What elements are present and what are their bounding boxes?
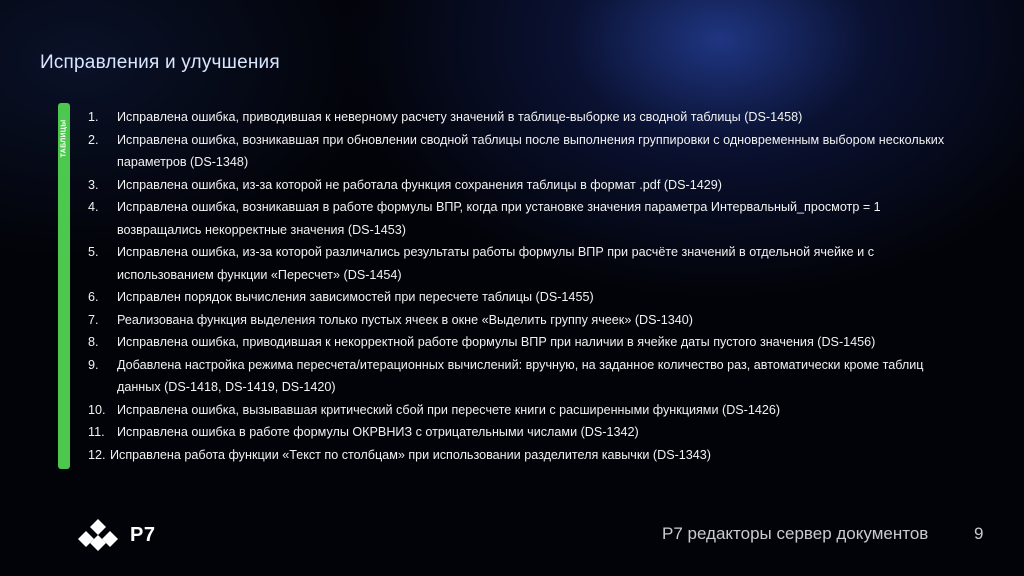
list-item bbox=[88, 421, 968, 444]
logo-text: P7 bbox=[130, 523, 156, 546]
item-number: 3. bbox=[88, 177, 99, 192]
footer-product-name: Р7 редакторы сервер документов bbox=[662, 524, 929, 543]
item-text: Исправлена ошибка, из-за которой различались результаты работы формулы ВПР при расчёте значений в отдельной ячейке и с использованием функции «Пересчет» (DS-1454) bbox=[117, 245, 875, 282]
item-number: 11. bbox=[88, 425, 105, 439]
list-item bbox=[88, 196, 968, 241]
list-item bbox=[88, 331, 968, 354]
item-number: 5. bbox=[88, 245, 99, 259]
item-text: Добавлена настройка режима пересчета/итерационных вычислений: вручную, на заданное количество раз, автоматически кроме таблиц данных (DS-1418, DS-1419, DS-1420) bbox=[117, 357, 924, 394]
list-item bbox=[88, 309, 968, 332]
item-text: Исправлена ошибка, приводившая к некорректной работе формулы ВПР при наличии в ячейке даты пустого значения (DS-1456) bbox=[117, 335, 876, 349]
item-text: Исправлена ошибка в работе формулы ОКРВНИЗ с отрицательными числами (DS-1342) bbox=[117, 425, 639, 439]
list-item bbox=[88, 444, 968, 467]
list-item bbox=[88, 106, 968, 129]
item-text: Исправлена ошибка, приводившая к неверному расчету значений в таблице-выборке из сводной таблицы (DS-1458) bbox=[117, 110, 803, 124]
list-item bbox=[88, 174, 968, 197]
item-number: 10. bbox=[88, 402, 106, 417]
list-item bbox=[88, 241, 968, 286]
list-item bbox=[88, 354, 968, 399]
item-text: Исправлена ошибка, из-за которой не работала функция сохранения таблицы в формат .pdf (DS-1429) bbox=[117, 177, 722, 192]
item-text: Исправлена ошибка, возникавшая в работе формулы ВПР, когда при установке значения параметра Интервальный_просмотр = 1 возвращались некорректные значения (DS-1453) bbox=[117, 200, 881, 237]
item-number: 8. bbox=[88, 335, 99, 349]
item-number: 1. bbox=[88, 110, 99, 124]
item-number: 12. bbox=[88, 447, 106, 462]
list-item bbox=[88, 129, 968, 174]
release-notes-list bbox=[88, 106, 968, 466]
item-text: Реализована функция выделения только пустых ячеек в окне «Выделить группу ячеек» (DS-1340) bbox=[117, 312, 693, 327]
brand-logo bbox=[74, 518, 155, 552]
item-number: 4. bbox=[88, 200, 99, 214]
item-text: Исправлена ошибка, вызывавшая критический сбой при пересчете книги с расширенными функциями (DS-1426) bbox=[117, 402, 781, 417]
item-number: 2. bbox=[88, 132, 99, 147]
section-tab-label bbox=[58, 103, 70, 173]
list-item bbox=[88, 399, 968, 422]
item-number: 7. bbox=[88, 312, 99, 327]
item-text: Исправлена работа функции «Текст по столбцам» при использовании разделителя кавычки (DS-1343) bbox=[110, 447, 711, 462]
slide-title: Исправления и улучшения bbox=[40, 52, 280, 73]
section-tab-text: ТАБЛИЦЫ bbox=[60, 119, 68, 157]
list-item bbox=[88, 286, 968, 309]
item-number: 6. bbox=[88, 290, 99, 304]
page-number: 9 bbox=[974, 524, 984, 543]
diamond-logo-icon bbox=[74, 518, 122, 552]
item-text: Исправлена ошибка, возникавшая при обновлении сводной таблицы после выполнения группировки с одновременным выбором нескольких параметров (DS-1348) bbox=[117, 132, 945, 169]
item-text: Исправлен порядок вычисления зависимостей при пересчете таблицы (DS-1455) bbox=[117, 290, 594, 304]
item-number: 9. bbox=[88, 357, 99, 372]
